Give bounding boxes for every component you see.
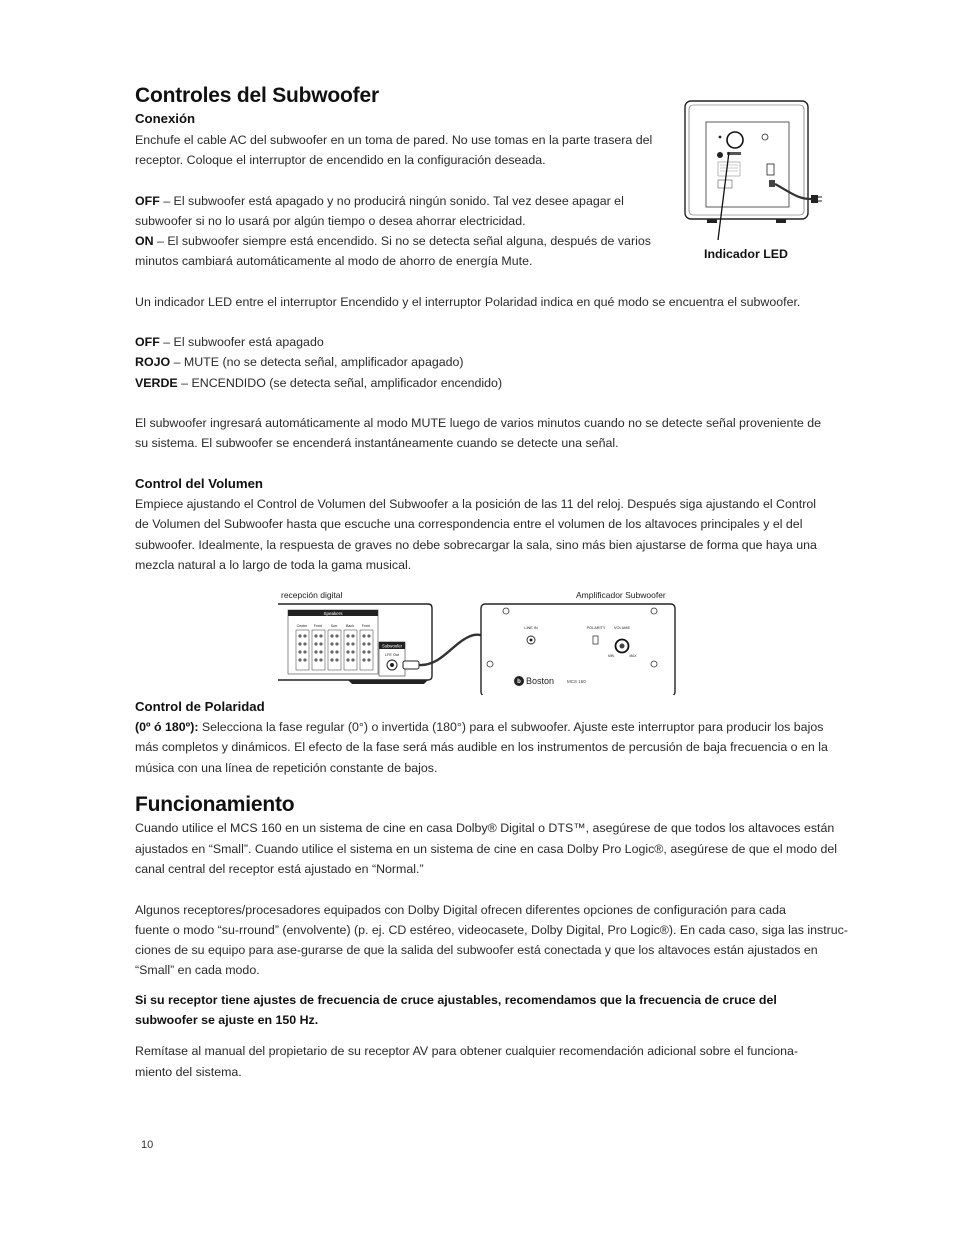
volumen-heading: Control del Volumen [135,476,263,491]
volumen-line1: Empiece ajustando el Control de Volumen del Subwoofer a la posición de las 11 del reloj. Después siga ajustando el Control [135,497,816,511]
subwoofer-box-title: Subwoofer [381,643,403,649]
on-label: ON [135,234,154,248]
func-p3-line2: miento del sistema. [135,1065,242,1079]
polaridad-line3: música con una línea de repetición constante de bajos. [135,761,438,775]
off-line2: subwoofer si no lo usará por algún tiempo o desea ahorrar electricidad. [135,214,526,228]
subwoofer-rear-figure [680,100,830,250]
volumen-line3: subwoofer. Idealmente, la respuesta de graves no debe sobrecargar la sala, sino más bien ajustarse de forma que haya una [135,538,817,552]
func-p2-line3: ciones de su equipo para ase-gurarse de que la salida del subwoofer está conectada y que los altavoces están ajustados en [135,943,818,957]
connection-diagram [278,600,678,695]
receiver-col-4: Front [361,624,371,628]
polaridad-heading: Control de Polaridad [135,699,265,714]
on-line1: ON – El subwoofer siempre está encendido. Si no se detecta señal alguna, después de varios [135,234,651,248]
polaridad-lead: (0º ó 180º): [135,720,199,734]
subwoofer-box-sub: LFE Out [384,653,400,657]
conexion-intro-line2: receptor. Coloque el interruptor de encendido en la configuración deseada. [135,153,546,167]
amp-volume-label: VOLUME [613,626,631,630]
funcionamiento-heading: Funcionamiento [135,793,295,816]
receiver-col-1: Front [313,624,323,628]
volumen-line2: de Volumen del Subwoofer hasta que escuche una correspondencia entre el volumen de los altavoces principales y el del [135,517,803,531]
led-caption: Indicador LED [704,247,788,261]
conexion-heading: Conexión [135,111,196,126]
mute-line1: El subwoofer ingresará automáticamente al modo MUTE luego de varios minutos cuando no se detecte señal proveniente de [135,416,822,430]
mute-line2: su sistema. El subwoofer se encenderá instantáneamente cuando se detecte una señal. [135,436,619,450]
func-p1-line2: ajustados en “Small”. Cuando utilice el sistema en un sistema de cine en casa Dolby Pro Logic®, asegúrese de que el modo del [135,842,838,856]
off-line1: OFF – El subwoofer está apagado y no producirá ningún sonido. Tal vez desee apagar el [135,194,624,208]
polaridad-line2: más completos y dinámicos. El efecto de la fase será más audible en los instrumentos de percusión de baja frecuencia o en la [135,740,828,754]
led-paragraph: Un indicador LED entre el interruptor Encendido y el interruptor Polaridad indica en qué modo se encuentra el subwoofer. [135,295,801,309]
receiver-col-0: Center [296,624,308,628]
receiver-col-3: Back [346,624,354,628]
func-p2-line1: Algunos receptores/procesadores equipados con Dolby Digital ofrecen diferentes opciones de configuración para cada [135,903,786,917]
led-state-verde: VERDE – ENCENDIDO (se detecta señal, amplificador encendido) [135,376,503,390]
amp-line-in-label: LINE IN [524,626,538,630]
amp-polarity-label: POLARITY [586,626,606,630]
led-state-off: OFF – El subwoofer está apagado [135,335,324,349]
amp-vol-min: MIN [608,654,614,658]
receiver-col-2: Surr [330,624,338,628]
func-p2-line2: fuente o modo “su-rround” (envolvente) (p. ej. CD estéreo, videocasete, Dolby Digital, Pro Logic®). En cada caso, siga las instruc- [135,923,848,937]
amp-label: Amplificador Subwoofer [576,590,666,600]
func-p1-line3: canal central del receptor está ajustado en “Normal.” [135,862,424,876]
led-state-rojo: ROJO – MUTE (no se detecta señal, amplificador apagado) [135,355,464,369]
conexion-intro-line1: Enchufe el cable AC del subwoofer en un toma de pared. No use tomas en la parte trasera del [135,133,653,147]
page-number: 10 [141,1139,154,1151]
func-p3-line1: Remítase al manual del propietario de su receptor AV para obtener cualquier recomendación adicional sobre el funciona- [135,1044,799,1058]
amp-vol-max: MAX [629,654,637,658]
polaridad-line1: (0º ó 180º): Selecciona la fase regular (0°) o invertida (180°) para el subwoofer. Ajuste este interruptor para producir los bajos [135,720,824,734]
volumen-line4: mezcla natural a lo largo de toda la gama musical. [135,558,412,572]
off-label: OFF [135,194,160,208]
on-line2: minutos cambiará automáticamente al modo de ahorro de energía Mute. [135,254,533,268]
receiver-label: recepción digital [281,590,343,600]
func-p2-line4: “Small” en cada modo. [135,963,260,977]
func-p1-line1: Cuando utilice el MCS 160 en un sistema de cine en casa Dolby® Digital o DTS™, asegúrese de que todos los altavoces están [135,821,835,835]
crossover-note-line2: subwoofer se ajuste en 150 Hz. [135,1013,319,1027]
page-title: Controles del Subwoofer [135,84,379,107]
amp-model: MCS 160 [567,679,586,684]
svg-text:b: b [517,679,521,685]
crossover-note-line1: Si su receptor tiene ajustes de frecuencia de cruce ajustables, recomendamos que la frecuencia de cruce del [135,993,777,1007]
receiver-panel-title: Speakers [323,611,343,616]
amp-brand: Boston [526,676,555,686]
